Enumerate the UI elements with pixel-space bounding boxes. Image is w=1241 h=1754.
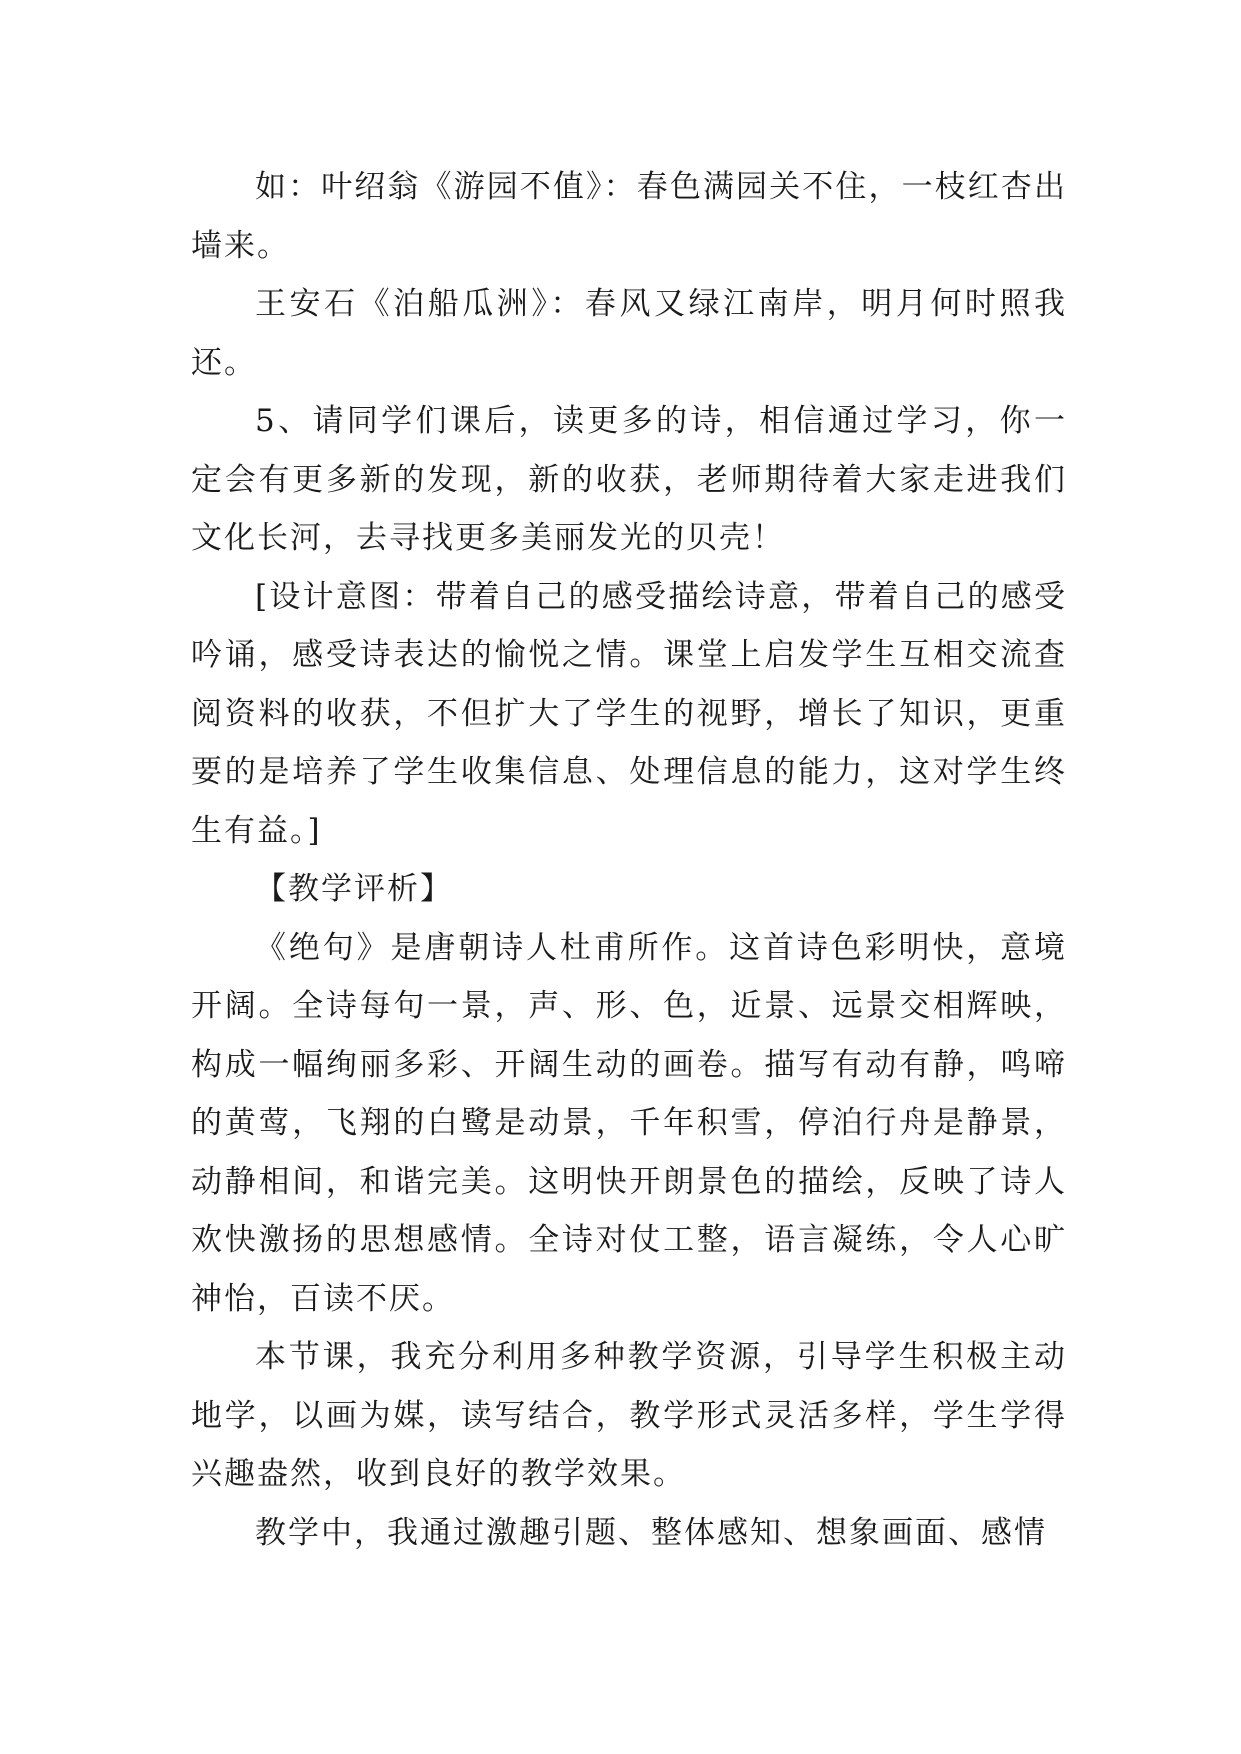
- design-intent-paragraph: [设计意图：带着自己的感受描绘诗意，带着自己的感受吟诵，感受诗表达的愉悦之情。课堂上启发学生互相交流查阅资料的收获，不但扩大了学生的视野，增长了知识，更重要的是培养了学生收集信息、处理信息的能力，这对学生终生有益。]: [191, 578, 1067, 849]
- example-poem-paragraph: 如：叶绍翁《游园不值》：春色满园关不住，一枝红杏出墙来。: [191, 169, 1067, 264]
- document-body: [191, 158, 1067, 1562]
- analysis-paragraph: 本节课，我充分利用多种教学资源，引导学生积极主动地学，以画为媒，读写结合，教学形式灵活多样，学生学得兴趣盎然，收到良好的教学效果。: [191, 1339, 1067, 1492]
- analysis-paragraph: 教学中，我通过激趣引题、整体感知、想象画面、感情: [255, 1514, 1047, 1551]
- example-poem-paragraph: 王安石《泊船瓜洲》：春风又绿江南岸，明月何时照我还。: [191, 286, 1067, 381]
- homework-paragraph: 5、请同学们课后，读更多的诗，相信通过学习，你一定会有更多新的发现，新的收获，老师期待着大家走进我们文化长河，去寻找更多美丽发光的贝壳！: [191, 403, 1067, 556]
- analysis-paragraph: 《绝句》是唐朝诗人杜甫所作。这首诗色彩明快，意境开阔。全诗每句一景，声、形、色，近景、远景交相辉映，构成一幅绚丽多彩、开阔生动的画卷。描写有动有静，鸣啼的黄莺，飞翔的白鹭是动景，千年积雪，停泊行舟是静景，动静相间，和谐完美。这明快开朗景色的描绘，反映了诗人欢快激扬的思想感情。全诗对仗工整，语言凝练，令人心旷神怡，百读不厌。: [191, 929, 1067, 1317]
- section-heading: 【教学评析】: [255, 871, 453, 907]
